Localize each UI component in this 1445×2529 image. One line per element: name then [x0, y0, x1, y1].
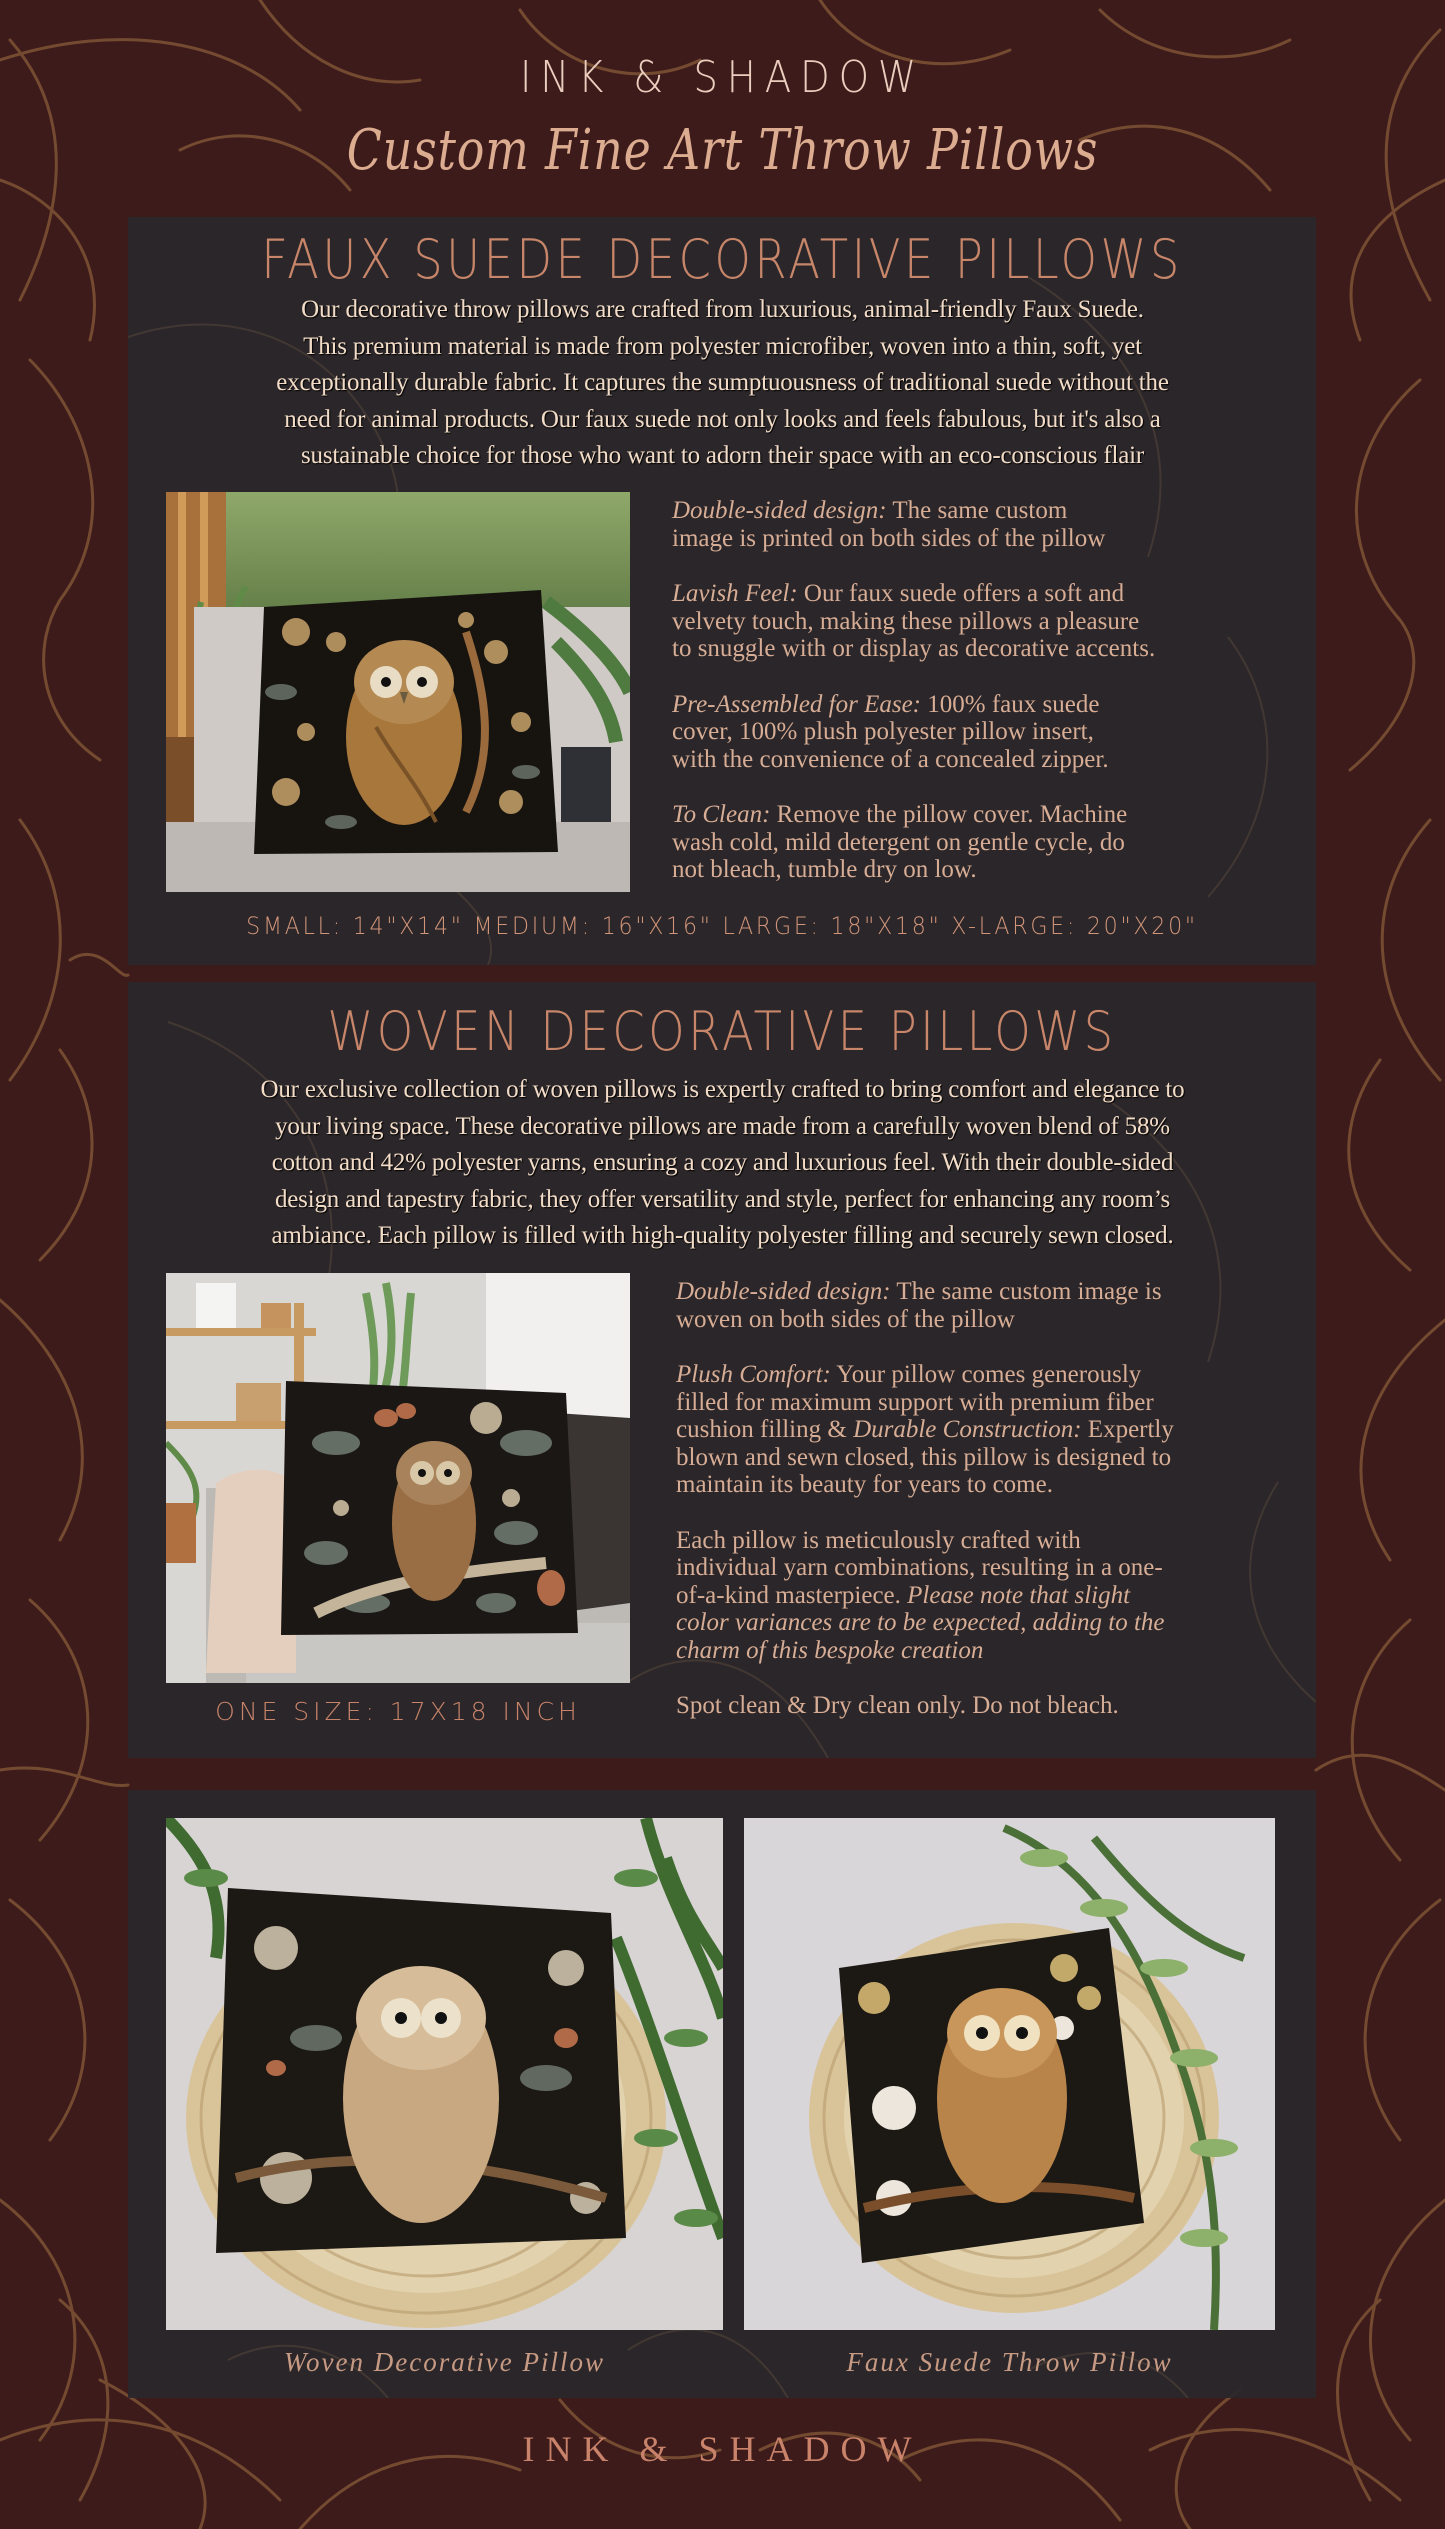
faux-suede-intro: Our decorative throw pillows are crafted from luxurious, animal-friendly Faux Suede. This premium material is made from polyester microfiber, woven into a thin, soft, yet exceptionally durable fabric. It captures the sumptuousness of traditional suede without the need for animal products. Our faux suede not only looks and feels fabulous, but it's also a sustainable choice for those who want to adorn their space with an eco-conscious flair: [276, 296, 1169, 469]
footer-brand: INK & SHADOW: [522, 2429, 923, 2469]
feature-craftsmanship: Each pillow is meticulously crafted with individual yarn combinations, resulting in a one- of-a-kind masterpiece. Please note that slight color variances are to be expected, adding to the charm of this bespoke creation: [676, 1526, 1165, 1664]
brand-title: INK & SHADOW: [520, 52, 925, 103]
gallery-caption-faux-suede: Faux Suede Throw Pillow: [846, 2347, 1173, 2377]
feature-plush-durable: Plush Comfort: Your pillow comes generously filled for maximum support with premium fiber cushion filling & Durable Construction: Expertly blown and sewn closed, this pillow is designed to maintain its beauty for years to come.: [676, 1361, 1174, 1498]
woven-size: ONE SIZE: 17X18 INCH: [215, 1697, 581, 1726]
faux-suede-title: FAUX SUEDE DECORATIVE PILLOWS: [261, 228, 1183, 291]
faux-suede-features: [672, 497, 1282, 912]
faux-suede-sizes: SMALL: 14"X14" MEDIUM: 16"X16" LARGE: 18"X18" X-LARGE: 20"X20": [246, 912, 1198, 940]
gallery-photo-faux-suede: [744, 1818, 1275, 2330]
woven-title: WOVEN DECORATIVE PILLOWS: [327, 1000, 1117, 1063]
faux-suede-sofa-photo: [166, 492, 630, 892]
feature-pre-assembled: Pre-Assembled for Ease: 100% faux suede cover, 100% plush polyester pillow insert, with the convenience of a concealed zipper.: [672, 690, 1109, 773]
brand-subtitle: Custom Fine Art Throw Pillows: [346, 118, 1099, 183]
feature-care: Spot clean & Dry clean only. Do not bleach.: [676, 1692, 1119, 1719]
feature-to-clean: To Clean: Remove the pillow cover. Machine wash cold, mild detergent on gentle cycle, do not bleach, tumble dry on low.: [672, 801, 1128, 883]
feature-lavish-feel: Lavish Feel: Our faux suede offers a soft and velvety touch, making these pillows a pleasure to snuggle with or display as decorative accents.: [672, 580, 1156, 662]
woven-features: [676, 1278, 1296, 1748]
feature-double-sided: Double-sided design: The same custom image is woven on both sides of the pillow: [676, 1278, 1162, 1333]
feature-double-sided: Double-sided design: The same custom image is printed on both sides of the pillow: [672, 497, 1106, 552]
gallery-caption-woven: Woven Decorative Pillow: [284, 2347, 605, 2377]
woven-sofa-photo: [166, 1273, 630, 1683]
woven-intro: Our exclusive collection of woven pillows is expertly crafted to bring comfort and elegance to your living space. These decorative pillows are made from a carefully woven blend of 58% cotton and 42% polyester yarns, ensuring a cozy and luxurious feel. With their double-sided design and tapestry fabric, they offer versatility and style, perfect for enhancing any room’s ambiance. Each pillow is filled with high-quality polyester filling and securely sewn closed.: [260, 1076, 1185, 1249]
gallery-photo-woven: [166, 1818, 723, 2330]
